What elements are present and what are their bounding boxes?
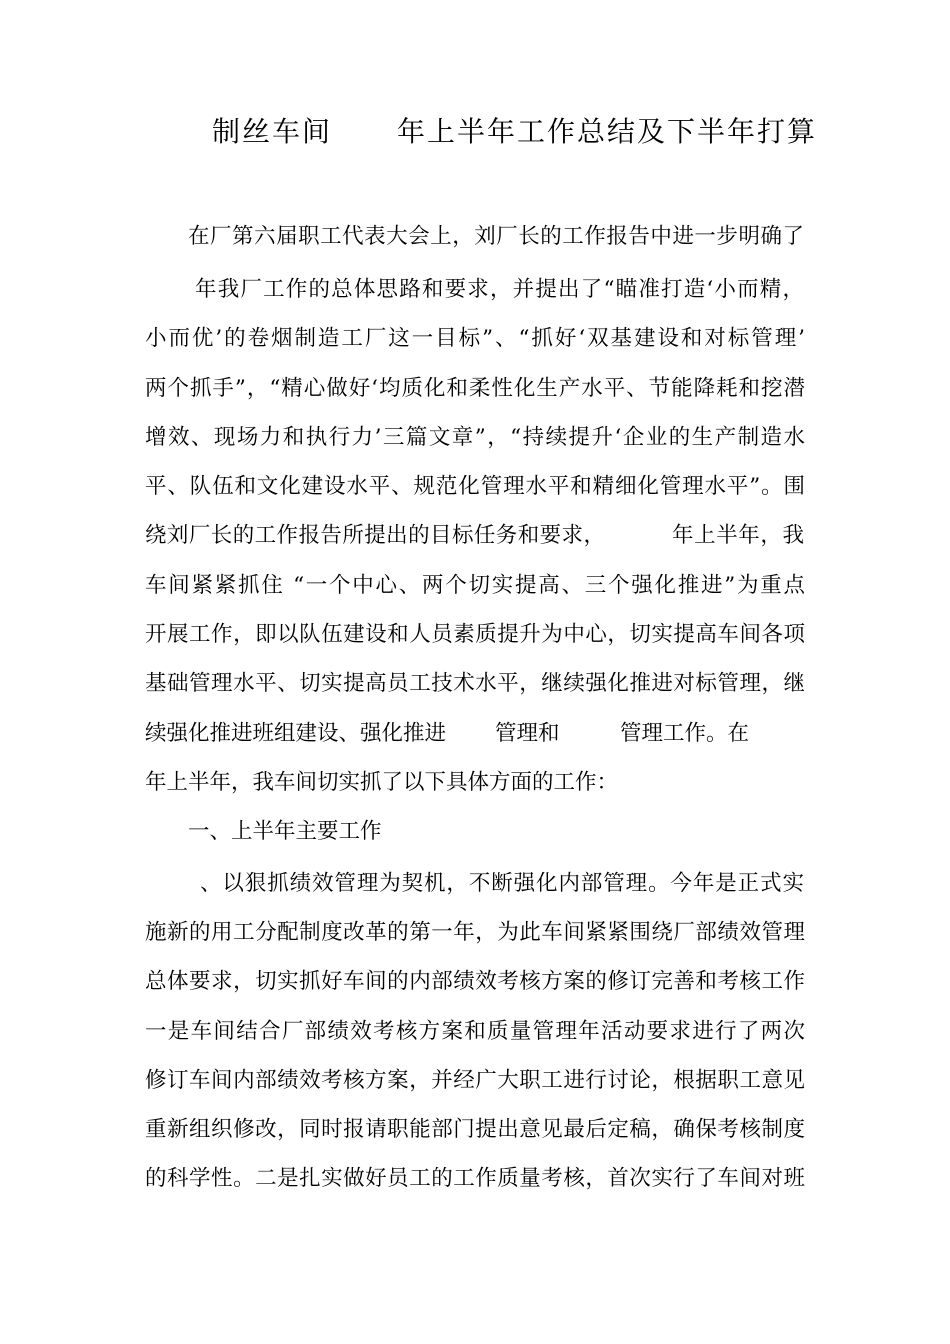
paragraph-1-line-6 <box>0 467 950 507</box>
text-segment: 、以狠抓绩效管理为契机，不断强化内部管理。今年是正式实 <box>200 871 804 896</box>
text-segment: 一、上半年主要工作 <box>188 819 382 844</box>
title-part-1: 制丝车间 <box>212 115 333 148</box>
paragraph-2-line-7 <box>0 1159 950 1199</box>
paragraph-1-line-12 <box>0 763 950 803</box>
text-segment: 重新组织修改，同时报请职能部门提出意见最后定稿，确保考核制度 <box>145 1117 805 1142</box>
text-segment: 总体要求，切实抓好车间的内部绩效考核方案的修订完善和考核工作 <box>145 969 805 994</box>
text-segment: 基础管理水平、切实提高员工技术水平，继续强化推进对标管理，继 <box>145 671 805 696</box>
paragraph-1-line-4 <box>0 369 950 409</box>
paragraph-1-line-1 <box>0 217 950 257</box>
text-segment: 的科学性。二是扎实做好员工的工作质量考核，首次实行了车间对班 <box>145 1166 805 1191</box>
paragraph-2-line-6 <box>0 1110 950 1150</box>
paragraph-1-line-10 <box>0 664 950 704</box>
paragraph-1-line-9 <box>0 615 950 655</box>
section-heading <box>0 812 950 852</box>
paragraph-1-line-3 <box>0 319 950 359</box>
text-segment: 年上半年，我车间切实抓了以下具体方面的工作： <box>145 770 619 795</box>
paragraph-1-line-2 <box>0 270 950 310</box>
paragraph-1-line-5 <box>0 418 950 458</box>
paragraph-1-line-11 <box>0 714 950 754</box>
document-title <box>0 110 950 154</box>
text-segment: 绕刘厂长的工作报告所提出的目标任务和要求， <box>145 523 605 548</box>
text-segment: 管理工作。在 <box>620 721 750 746</box>
text-segment: 开展工作，即以队伍建设和人员素质提升为中心，切实提高车间各项 <box>145 622 805 647</box>
text-segment: 增效、现场力和执行力’三篇文章”，“持续提升‘企业的生产制造水 <box>145 425 805 450</box>
text-segment: 小而优’的卷烟制造工厂这一目标”、“抓好‘双基建设和对标管理’ <box>145 326 805 351</box>
text-segment: 施新的用工分配制度改革的第一年，为此车间紧紧围绕厂部绩效管理 <box>145 920 805 945</box>
text-segment: 在厂第六届职工代表大会上，刘厂长的工作报告中进一步明确了 <box>188 224 804 249</box>
title-part-2: 年上半年工作总结及下半年打算 <box>397 115 818 148</box>
text-segment: 年上半年，我 <box>672 523 804 548</box>
text-segment: 一是车间结合厂部绩效考核方案和质量管理年活动要求进行了两次 <box>145 1019 805 1044</box>
text-segment: 车间紧紧抓住 “一个中心、两个切实提高、三个强化推进”为重点 <box>145 573 805 598</box>
paragraph-2-line-3 <box>0 962 950 1002</box>
text-segment: 两个抓手”，“精心做好‘均质化和柔性化生产水平、节能降耗和挖潜 <box>145 376 805 401</box>
text-segment: 平、队伍和文化建设水平、规范化管理水平和精细化管理水平”。围 <box>145 474 805 499</box>
paragraph-2-line-4 <box>0 1012 950 1052</box>
text-segment: 年我厂工作的总体思路和要求，并提出了“瞄准打造‘小而精， <box>195 277 804 302</box>
paragraph-2-line-1 <box>0 864 950 904</box>
text-segment: 管理和 <box>495 721 560 746</box>
text-segment: 修订车间内部绩效考核方案，并经广大职工进行讨论，根据职工意见 <box>145 1068 805 1093</box>
paragraph-2-line-2 <box>0 913 950 953</box>
text-segment: 续强化推进班组建设、强化推进 <box>145 721 447 746</box>
paragraph-1-line-8 <box>0 566 950 606</box>
paragraph-1-line-7 <box>0 516 950 556</box>
paragraph-2-line-5 <box>0 1061 950 1101</box>
